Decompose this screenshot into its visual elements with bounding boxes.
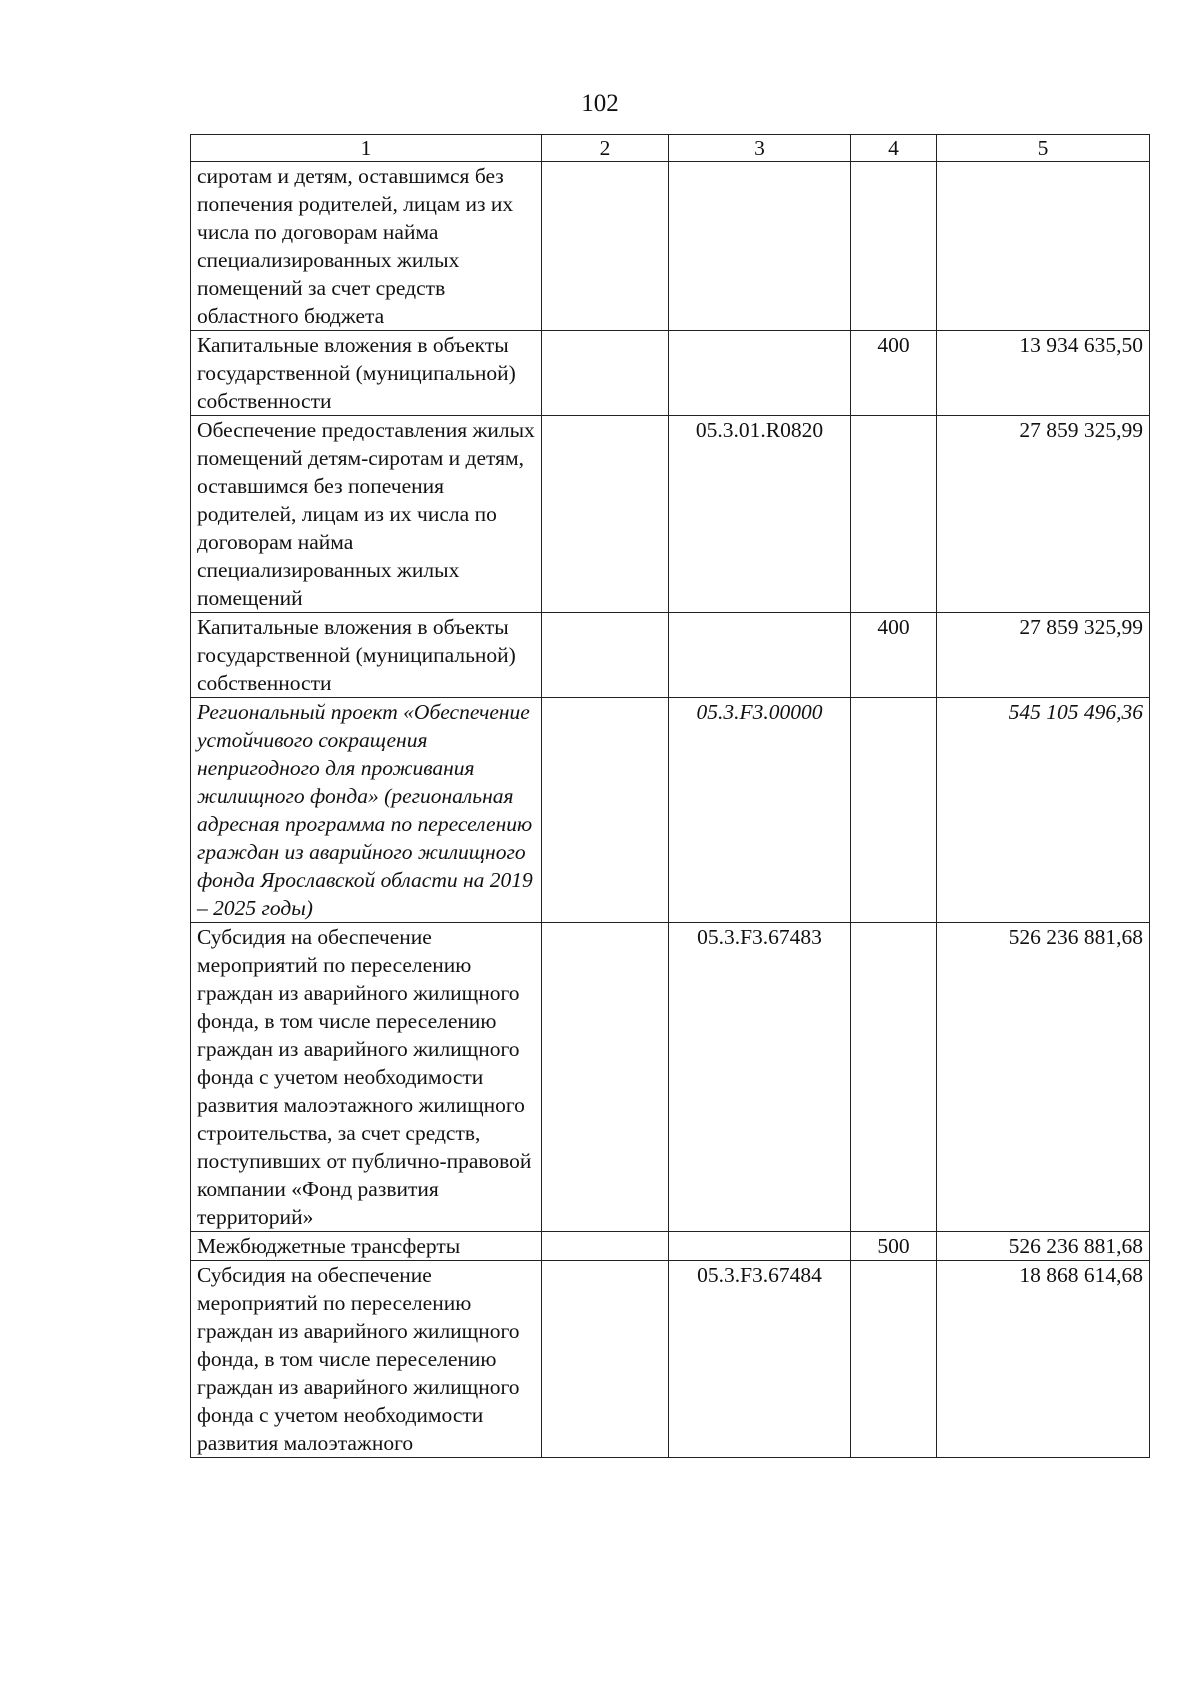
row-code-cell — [669, 162, 851, 331]
row-name-cell: Субсидия на обеспечение мероприятий по переселению граждан из аварийного жилищного фонда, в том числе переселению граждан из аварийного жилищного фонда с учетом необходимости развития малоэтажного жилищного строительства, за счет средств, поступивших от публично-правовой компании «Фонд развития территорий» — [191, 923, 542, 1232]
row-amount-cell: 13 934 635,50 — [937, 331, 1150, 416]
row-type-cell: 400 — [851, 331, 937, 416]
row-amount-cell: 545 105 496,36 — [937, 698, 1150, 923]
row-amount-cell: 27 859 325,99 — [937, 416, 1150, 613]
table-row — [191, 1232, 1150, 1261]
row-code-cell: 05.3.F3.00000 — [669, 698, 851, 923]
row-type-cell — [851, 416, 937, 613]
row-name-cell: Субсидия на обеспечение мероприятий по переселению граждан из аварийного жилищного фонда, в том числе переселению граждан из аварийного жилищного фонда с учетом необходимости развития малоэтажного — [191, 1261, 542, 1458]
row-name-cell: сиротам и детям, оставшимся без попечения родителей, лицам из их числа по договорам найма специализированных жилых помещений за счет средств областного бюджета — [191, 162, 542, 331]
header-cell-3: 3 — [669, 135, 851, 162]
row-code-cell: 05.3.F3.67484 — [669, 1261, 851, 1458]
row-amount-cell — [937, 162, 1150, 331]
row-type-cell — [851, 698, 937, 923]
row-code-cell — [669, 613, 851, 698]
row-col2-cell — [542, 162, 669, 331]
row-col2-cell — [542, 416, 669, 613]
table-row — [191, 613, 1150, 698]
row-col2-cell — [542, 923, 669, 1232]
header-cell-1: 1 — [191, 135, 542, 162]
row-col2-cell — [542, 613, 669, 698]
row-col2-cell — [542, 1261, 669, 1458]
row-name-cell: Капитальные вложения в объекты государственной (муниципальной) собственности — [191, 331, 542, 416]
row-type-cell: 500 — [851, 1232, 937, 1261]
table-row — [191, 331, 1150, 416]
row-type-cell: 400 — [851, 613, 937, 698]
row-type-cell — [851, 162, 937, 331]
row-amount-cell: 27 859 325,99 — [937, 613, 1150, 698]
header-cell-4: 4 — [851, 135, 937, 162]
table-row — [191, 923, 1150, 1232]
row-amount-cell: 526 236 881,68 — [937, 1232, 1150, 1261]
header-cell-5: 5 — [937, 135, 1150, 162]
row-col2-cell — [542, 331, 669, 416]
row-type-cell — [851, 923, 937, 1232]
row-name-cell: Региональный проект «Обеспечение устойчивого сокращения непригодного для проживания жилищного фонда» (региональная адресная программа по переселению граждан из аварийного жилищного фонда Ярославской области на 2019 – 2025 годы) — [191, 698, 542, 923]
row-amount-cell: 526 236 881,68 — [937, 923, 1150, 1232]
header-cell-2: 2 — [542, 135, 669, 162]
row-name-cell: Капитальные вложения в объекты государственной (муниципальной) собственности — [191, 613, 542, 698]
row-code-cell — [669, 331, 851, 416]
row-code-cell: 05.3.F3.67483 — [669, 923, 851, 1232]
table-row — [191, 1261, 1150, 1458]
page-number: 102 — [581, 90, 619, 117]
table-row — [191, 416, 1150, 613]
budget-table — [190, 134, 1150, 1458]
row-amount-cell: 18 868 614,68 — [937, 1261, 1150, 1458]
header-row — [191, 135, 1150, 162]
row-code-cell: 05.3.01.R0820 — [669, 416, 851, 613]
row-col2-cell — [542, 1232, 669, 1261]
row-type-cell — [851, 1261, 937, 1458]
table-row — [191, 698, 1150, 923]
row-name-cell: Межбюджетные трансферты — [191, 1232, 542, 1261]
table-row — [191, 162, 1150, 331]
row-code-cell — [669, 1232, 851, 1261]
row-name-cell: Обеспечение предоставления жилых помещений детям-сиротам и детям, оставшимся без попечения родителей, лицам из их числа по договорам найма специализированных жилых помещений — [191, 416, 542, 613]
row-col2-cell — [542, 698, 669, 923]
